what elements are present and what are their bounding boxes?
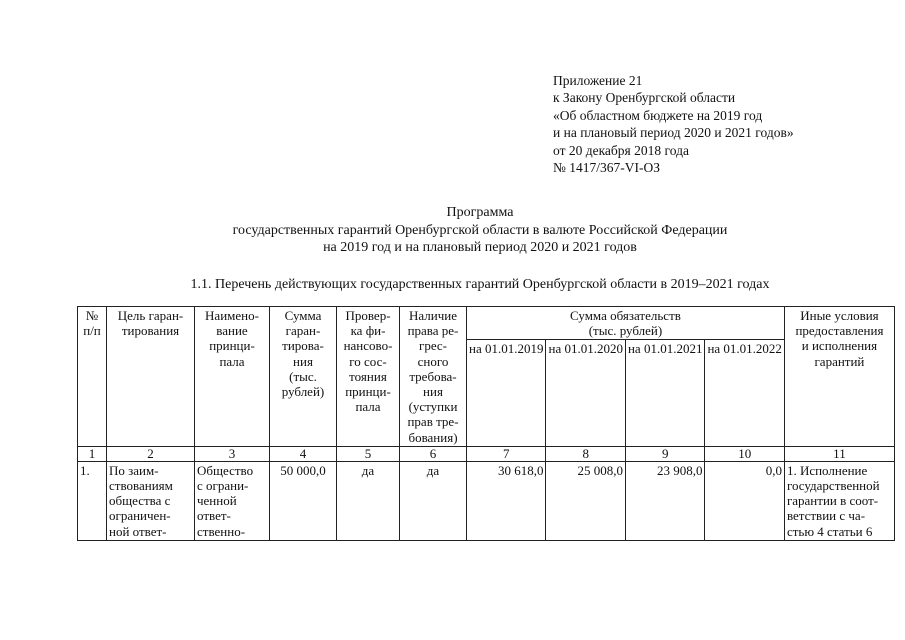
header-goal: Цель гаран- тирования: [107, 307, 195, 447]
header-num: № п/п: [78, 307, 107, 447]
title-line: Программа: [446, 205, 514, 220]
column-number: 8: [546, 446, 625, 461]
header-date-2022: на 01.01.2022: [705, 340, 784, 446]
column-number: 4: [270, 446, 337, 461]
cell-amount: 50 000,0: [270, 461, 337, 540]
title-line: государственных гарантий Оренбургской области в валюте Российской Федерации: [232, 222, 728, 238]
column-number: 6: [400, 446, 467, 461]
header-date-2020: на 01.01.2020: [546, 340, 625, 446]
column-number: 10: [705, 446, 784, 461]
header-obligations: Сумма обязательств (тыс. рублей): [467, 307, 785, 340]
cell-num: 1.: [78, 461, 107, 540]
cell-goal: По заим- ствованиям общества с ограничен- ной ответ-: [107, 461, 195, 540]
appendix-reference: [553, 72, 794, 176]
appendix-line: и на плановый период 2020 и 2021 годов»: [553, 125, 794, 141]
column-number: 9: [625, 446, 704, 461]
header-row: [78, 307, 895, 340]
header-other-conditions: Иные условия предоставления и исполнения гарантий: [784, 307, 894, 447]
cell-principal: Общество с ограни- ченной ответ- ственно-: [195, 461, 270, 540]
appendix-line: № 1417/367-VI-ОЗ: [553, 160, 661, 176]
column-number: 1: [78, 446, 107, 461]
header-regress-right: Наличие права ре- грес- сного требова- ния (уступки прав тре- бования): [400, 307, 467, 447]
cell-other-conditions: 1. Исполнение государственной гарантии в соот- ветствии с ча- стью 4 статьи 6: [784, 461, 894, 540]
header-date-2019: на 01.01.2019: [467, 340, 546, 446]
document-title: [180, 204, 780, 257]
header-amount: Сумма гаран- тирова- ния (тыс. рублей): [270, 307, 337, 447]
appendix-line: Приложение 21: [553, 73, 643, 88]
appendix-line: «Об областном бюджете на 2019 год: [553, 107, 763, 123]
header-financial-check: Провер- ка фи- нансово- го сос- тояния принци- пала: [337, 307, 400, 447]
column-number-row: [78, 446, 895, 461]
section-heading: 1.1. Перечень действующих государственных гарантий Оренбургской области в 2019–2021 годах: [190, 277, 770, 292]
guarantees-table: [77, 306, 895, 541]
column-number: 11: [784, 446, 894, 461]
cell-financial-check: да: [337, 461, 400, 540]
header-principal: Наимено- вание принци- пала: [195, 307, 270, 447]
header-date-2021: на 01.01.2021: [625, 340, 704, 446]
column-number: 2: [107, 446, 195, 461]
cell-value-2021: 23 908,0: [625, 461, 704, 540]
column-number: 3: [195, 446, 270, 461]
appendix-line: от 20 декабря 2018 года: [553, 142, 689, 158]
cell-value-2019: 30 618,0: [467, 461, 546, 540]
title-line: на 2019 год и на плановый период 2020 и 2021 годов: [323, 240, 637, 255]
appendix-line: к Закону Оренбургской области: [553, 90, 736, 106]
table-row: [78, 461, 895, 540]
cell-value-2020: 25 008,0: [546, 461, 625, 540]
column-number: 7: [467, 446, 546, 461]
cell-regress-right: да: [400, 461, 467, 540]
cell-value-2022: 0,0: [705, 461, 784, 540]
column-number: 5: [337, 446, 400, 461]
